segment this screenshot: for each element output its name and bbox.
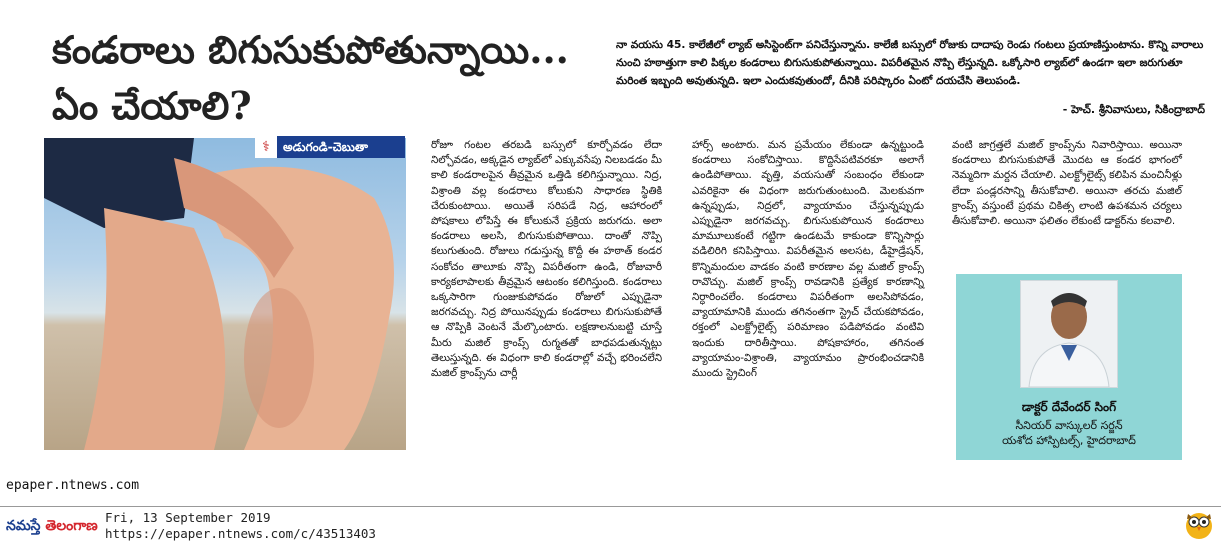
section-tag-label: అడుగండి-చెబుతా (283, 140, 368, 154)
answer-column-2: హార్స్ అంటారు. మన ప్రమేయం లేకుండా ఉన్నట్టుండి కండరాలు సంకోచిస్తాయి. కొద్దిసేపటివరకూ అలాగే ఉండిపోతాయి. వృత్తి, వయసుతో సంబంధం లేకుండా ఎవరికైనా ఈ విధంగా జరుగుతుంటుంది. మెలకువగా ఉన్నప్పుడు, నిద్రలో, వ్యాయామం చేస్తున్నప్పుడు ఎప్పుడైనా జరగవచ్చు. బిగుసుకుపోయిన కండరాలు మామూలుకంటే గట్టిగా ఉండటమే కాకుండా కొన్నిసార్లు వడిలిరిగి కనిపిస్తాయి. విపరీతమైన అలసట, డీహైడ్రేషన్, కొన్నిమందుల వాడకం వంటి కారణాల వల్ల మజిల్ క్రాంప్స్ రావొచ్చు. మజిల్ క్రాంప్స్ రావడానికి ప్రత్యేక కారణాన్ని నిర్ధారించలేం. కండరాలు విపరీతంగా అలసిపోవడం, వ్యాయామానికి ముందు తగినంతగా స్ట్రెచ్ చేయకపోవడం, రక్తంలో ఎలక్ట్రోలైట్స్ పరిమాణం పడిపోవడం వంటివి ఇందుకు దారితీస్తాయి. పోషకాహారం, తగినంత వ్యాయామం-విశ్రాంతి, వ్యాయామం ప్రారంభించడానికి ముందు స్ట్రెచింగ్ (692, 139, 924, 380)
epaper-domain: epaper.ntnews.com (6, 478, 140, 493)
leg-photo-illustration (44, 138, 406, 450)
doctor-role: సీనియర్ వాస్కులర్ సర్జన్ (1015, 419, 1123, 432)
doctor-emblem-icon: ⚕ (255, 136, 277, 158)
headline (52, 22, 612, 134)
logo-part-2: తెలంగాణ (45, 518, 98, 534)
headline-line-2: ఏం చేయాలి? (52, 83, 252, 128)
answer-column-1: రోజూ గంటల తరబడి బస్సులో కూర్చోవడం లేదా నిల్చోవడం, అక్కడైన ల్యాబ్‌లో ఎక్కువసేపు నిలబడడం మీ కాలి కండరాలపైన తీవ్రమైన ఒత్తిడి కలిగిస్తున్నాయి. నిద్ర, విశ్రాంతి వల్ల కండరాలు కోలుకుని సాధారణ స్థితికి చేరుకుంటాయి. అయితే సరిపడే నిద్ర, ఆహారంలో పోషకాలు లోపిస్తే ఈ కోలుకునే ప్రక్రియ జరుగదు. అలా కండరాలు అలసి, బిగుసుకుపోతాయి. దాంతో నొప్పి కలుగుతుంది. రోజులు గడుస్తున్న కొద్దీ ఈ హఠాత్ కండర సంకోచం తాలూకు నొప్పి విపరీతంగా ఉండి, రోజువారీ కార్యకలాపాలకు తీవ్రమైన ఆటంకం కలిగిస్తుంది. కండరాలు ఒక్కసారిగా గుంజుకుపోవడం రోజులో ఎప్పుడైనా జరగవచ్చు. నిద్ర పోయినప్పుడు కండరాలు బిగుసుకుపోతే ఆ నొప్పికి వెంటనే మేల్కొంటారు. లక్షణాలనుబట్టి చూస్తే మీరు మజిల్ క్రాంప్స్ రుగ్మతతో బాధపడుతున్నట్లు తెలుస్తున్నది. ఈ విధంగా కాలి కండరాల్లో వచ్చే భరించలేని మజిల్ క్రాంప్స్‌ను చార్లీ (431, 139, 662, 380)
owl-mascot-icon (1184, 508, 1214, 540)
newspaper-logo (6, 518, 98, 537)
footer-divider (0, 506, 1221, 507)
doctor-name: డాక్టర్ దేవేందర్ సింగ్ (1021, 400, 1117, 414)
footer-meta (105, 510, 376, 542)
answer-column-3: వంటి జాగ్రత్తలే మజిల్ క్రాంప్స్‌ను నివారిస్తాయి. అయినా కండరాలు బిగుసుకుపోతే మొదట ఆ కండర భాగంలో నెమ్మదిగా మర్దన చేయాలి. ఎలక్ట్రోలైట్స్ కలిపిన మంచినీళ్లు లేదా పండ్లరసాన్ని తీసుకోవాలి. అయినా తరచు మజిల్ క్రాంప్స్ వస్తుంటే ప్రథమ చికిత్స లాంటి ఉపశమన చర్యలు తీసుకోవాలి. అయినా ఫలితం లేకుంటే డాక్టర్‌ను కలవాలి. (952, 139, 1182, 228)
leg-cramp-photo (44, 138, 406, 450)
doctor-hospital: యశోద హాస్పిటల్స్, హైదరాబాద్ (1002, 434, 1136, 447)
section-tag (255, 136, 405, 158)
doctor-details (956, 418, 1182, 448)
reader-question: నా వయసు 45. కాలేజీలో ల్యాబ్ అసిస్టెంట్‌గా పనిచేస్తున్నాను. కాలేజీ బస్సులో రోజుకు దాదాపు రెండు గంటలు ప్రయాణిస్తుంటాను. కొన్ని వారాలు నుంచి హఠాత్తుగా కాలి పిక్కల కండరాలు బిగుసుకుపోతున్నాయి. విపరీతమైన నొప్పి లేస్తున్నది. ఒక్కోసారి ల్యాబ్‌లో ఉండగా ఇలా జరుగుతూ మరింత ఇబ్బంది అవుతున్నది. ఇలా ఎందుకవుతుందో, దీనికి పరిష్కారం ఏంటో దయచేసి తెలుపండి. (616, 39, 1204, 88)
article-url[interactable]: https://epaper.ntnews.com/c/43513403 (105, 526, 376, 541)
doctor-portrait (1021, 281, 1117, 387)
publish-date: Fri, 13 September 2019 (105, 510, 271, 525)
headline-line-1: కండరాలు బిగుసుకుపోతున్నాయి... (52, 27, 569, 72)
question-signature: - హెచ్. శ్రీనివాసులు, సికింద్రాబాద్ (1062, 103, 1205, 116)
doctor-photo (1020, 280, 1118, 388)
logo-part-1: నమస్తే (6, 518, 41, 534)
